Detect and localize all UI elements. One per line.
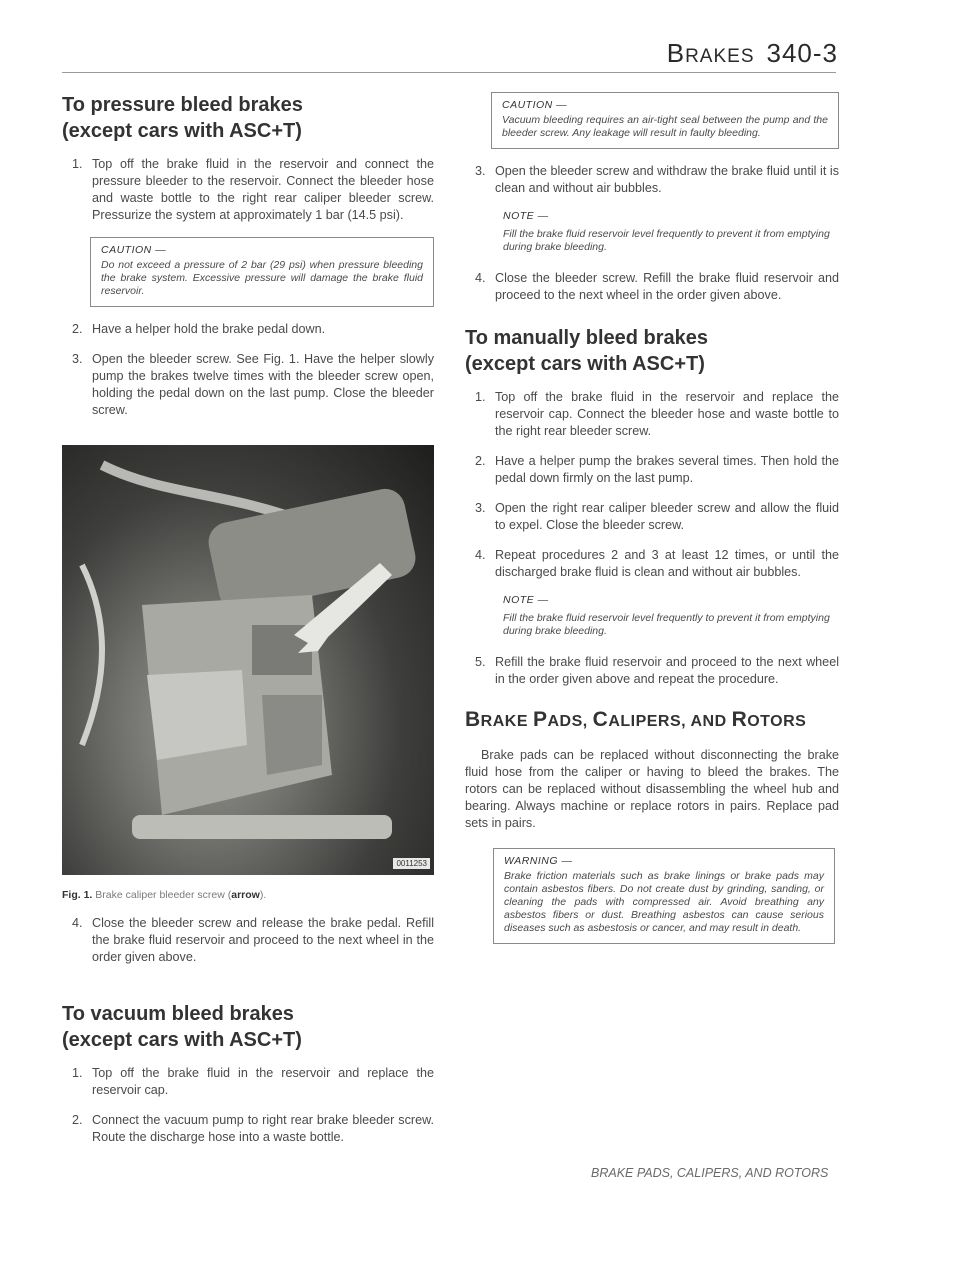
list-item: 2. Connect the vacuum pump to right rear brake bleeder screw. Route the discharge hose into a waste bottle. [72, 1113, 434, 1144]
vacuum-bleed-heading: To vacuum bleed brakes (except cars with ASC+T) [62, 1003, 302, 1051]
section-initial: B [666, 38, 686, 68]
list-item: 3. Open the bleeder screw and withdraw the brake fluid until it is clean and without air bubbles. [475, 164, 839, 195]
list-item: 1. Top off the brake fluid in the reservoir and replace the reservoir cap. Connect the bleeder hose and waste bottle to the right rear bleeder screw. [475, 390, 839, 438]
note-box: NOTE — Fill the brake fluid reservoir level frequently to prevent it from emptying during brake bleeding. [503, 594, 830, 637]
caution-title: CAUTION — [101, 244, 167, 256]
vacuum-steps-cont [465, 163, 839, 197]
page-number: 340-3 [766, 38, 838, 68]
manual-bleed-heading: To manually bleed brakes (except cars with ASC+T) [465, 327, 709, 375]
caution-body: Do not exceed a pressure of 2 bar (29 psi) when pressure bleeding the brake system. Excessive pressure will damage the brake fluid reservoir. [101, 259, 423, 297]
pressure-title-line1: To pressure bleed brakes [62, 94, 303, 116]
right-column [465, 92, 839, 958]
left-column [62, 92, 434, 1159]
vacuum-steps-end [465, 270, 839, 304]
caution-box: CAUTION — Vacuum bleeding requires an air-tight seal between the pump and the bleeder screw. Any leakage will result in faulty bleeding. [491, 92, 839, 149]
pressure-steps [62, 156, 434, 224]
figure-label: Fig. 1. [62, 889, 93, 901]
section-name: RAKES [685, 46, 755, 67]
list-item: 2. Have a helper pump the brakes several times. Then hold the pedal down firmly on the last pump. [475, 454, 839, 485]
pressure-bleed-heading [62, 92, 434, 144]
list-item: 1. Top off the brake fluid in the reservoir and connect the pressure bleeder to the reservoir. Connect the bleeder hose and waste bottle to the right rear caliper bleeder screw. Pressurize the system at approximately 1 bar (14.5 psi). [72, 157, 434, 222]
pressure-title-line2: (except cars with ASC+T) [62, 120, 302, 142]
pressure-steps-cont [62, 321, 434, 419]
note-box: NOTE — Fill the brake fluid reservoir level frequently to prevent it from emptying during brake bleeding. [503, 210, 830, 253]
manual-steps-end [465, 654, 839, 688]
header-rule [62, 72, 836, 73]
vacuum-steps [62, 1065, 434, 1146]
footer-section-title: BRAKE PADS, CALIPERS, AND ROTORS [591, 1166, 829, 1180]
caution-box [90, 237, 434, 307]
list-item: 4. Close the bleeder screw. Refill the brake fluid reservoir and proceed to the next wheel in the order given above. [475, 271, 839, 302]
brake-caliper-photo [62, 445, 434, 875]
pads-heading: BRAKE PADS, CALIPERS, AND ROTORS [465, 708, 807, 731]
list-item: 3. Open the bleeder screw. See Fig. 1. Have the helper slowly pump the brakes twelve times with the bleeder screw open, holding the pedal down on the last pump. Close the bleeder screw. [72, 352, 434, 417]
page-header [667, 38, 838, 69]
pressure-steps-end [62, 915, 434, 966]
list-item: 4. Repeat procedures 2 and 3 at least 12 times, or until the discharged brake fluid is clean and without air bubbles. [475, 548, 839, 579]
list-item: 4. Close the bleeder screw and release the brake pedal. Refill the brake fluid reservoir and proceed to the next wheel in the order given above. [72, 916, 434, 964]
list-item: 2. Have a helper hold the brake pedal down. [72, 322, 326, 336]
warning-box: WARNING — Brake friction materials such as brake linings or brake pads may contain asbestos fibers. Do not create dust by grinding, sanding, or cleaning the pads with compressed air. Avoid breathing any asbestos fibers or dust. Breathing asbestos can cause serious diseases such as asbestosis or cancer, and may result in death. [493, 848, 835, 944]
list-item: 5. Refill the brake fluid reservoir and proceed to the next wheel in the order given above and repeat the procedure. [475, 655, 839, 686]
photo-code: 0011253 [393, 858, 430, 869]
list-item: 1. Top off the brake fluid in the reservoir and replace the reservoir cap. [72, 1066, 434, 1097]
list-item: 3. Open the right rear caliper bleeder screw and allow the fluid to expel. Close the bleeder screw. [475, 501, 839, 532]
figure-caption: Fig. 1. Brake caliper bleeder screw (arrow). [62, 889, 267, 901]
caliper-illustration [62, 445, 434, 875]
manual-steps [465, 389, 839, 581]
pads-paragraph: Brake pads can be replaced without disconnecting the brake fluid hose from the caliper or having to bleed the brakes. The rotors can be replaced without disassembling the wheel hub and bearing. Always machine or replace rotors in pairs. Replace pad sets in pairs. [465, 748, 839, 830]
